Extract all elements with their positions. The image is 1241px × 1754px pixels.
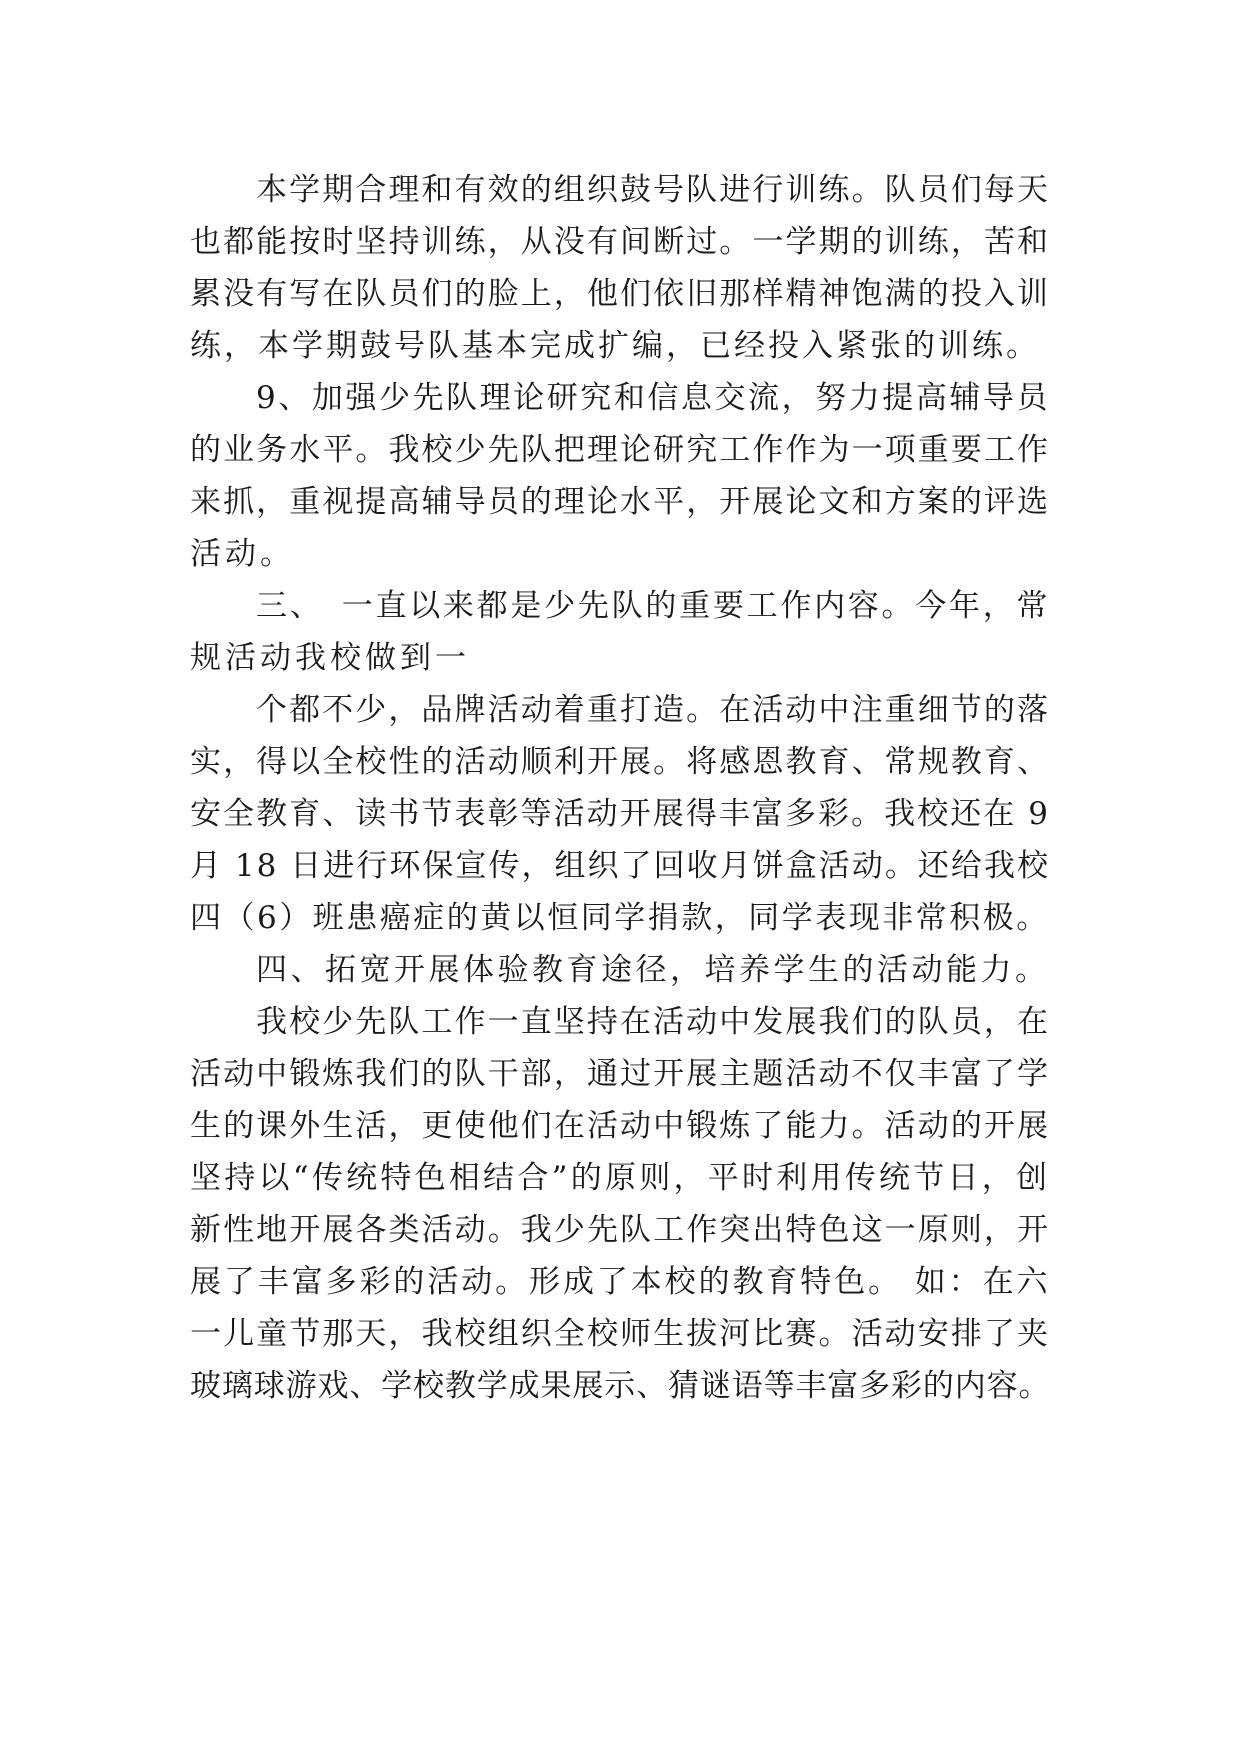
text-line: 月 18 日进行环保宣传，组织了回收月饼盒活动。还给我校 (190, 848, 1050, 884)
text-line: 也都能按时坚持训练，从没有间断过。一学期的训练，苦和 (190, 224, 1050, 260)
text-line: 来抓，重视提高辅导员的理论水平，开展论文和方案的评选 (190, 484, 1050, 520)
text-line: 玻璃球游戏、学校教学成果展示、猜谜语等丰富多彩的内容。 (190, 1368, 1050, 1404)
text-line: 我校少先队工作一直坚持在活动中发展我们的队员，在 (256, 1004, 1050, 1040)
text-line: 展了丰富多彩的活动。形成了本校的教育特色。 如：在六 (190, 1264, 1050, 1300)
text-line: 实，得以全校性的活动顺利开展。将感恩教育、常规教育、 (190, 744, 1050, 780)
text-line: 新性地开展各类活动。我少先队工作突出特色这一原则，开 (190, 1212, 1050, 1248)
text-line: 坚持以“传统特色相结合”的原则，平时利用传统节日，创 (190, 1160, 1050, 1196)
text-line: 的业务水平。我校少先队把理论研究工作作为一项重要工作 (190, 432, 1050, 468)
text-line: 安全教育、读书节表彰等活动开展得丰富多彩。我校还在 9 (190, 796, 1050, 832)
text-line: 规活动我校做到一 (190, 640, 470, 676)
text-line: 三、 一直以来都是少先队的重要工作内容。今年，常 (256, 588, 1050, 624)
body-text (190, 164, 1050, 1412)
text-line: 累没有写在队员们的脸上，他们依旧那样精神饱满的投入训 (190, 276, 1050, 312)
text-line: 个都不少，品牌活动着重打造。在活动中注重细节的落 (256, 692, 1050, 728)
text-line: 四、拓宽开展体验教育途径，培养学生的活动能力。 (256, 952, 1050, 988)
text-line: 本学期合理和有效的组织鼓号队进行训练。队员们每天 (256, 172, 1050, 208)
text-line: 活动。 (190, 536, 295, 572)
text-line: 四（6）班患癌症的黄以恒同学捐款，同学表现非常积极。 (190, 900, 1050, 936)
text-line: 一儿童节那天，我校组织全校师生拔河比赛。活动安排了夹 (190, 1316, 1050, 1352)
text-line: 生的课外生活，更使他们在活动中锻炼了能力。活动的开展 (190, 1108, 1050, 1144)
text-line: 9、加强少先队理论研究和信息交流，努力提高辅导员 (256, 380, 1050, 416)
text-line: 活动中锻炼我们的队干部，通过开展主题活动不仅丰富了学 (190, 1056, 1050, 1092)
text-line: 练，本学期鼓号队基本完成扩编，已经投入紧张的训练。 (190, 328, 1040, 364)
